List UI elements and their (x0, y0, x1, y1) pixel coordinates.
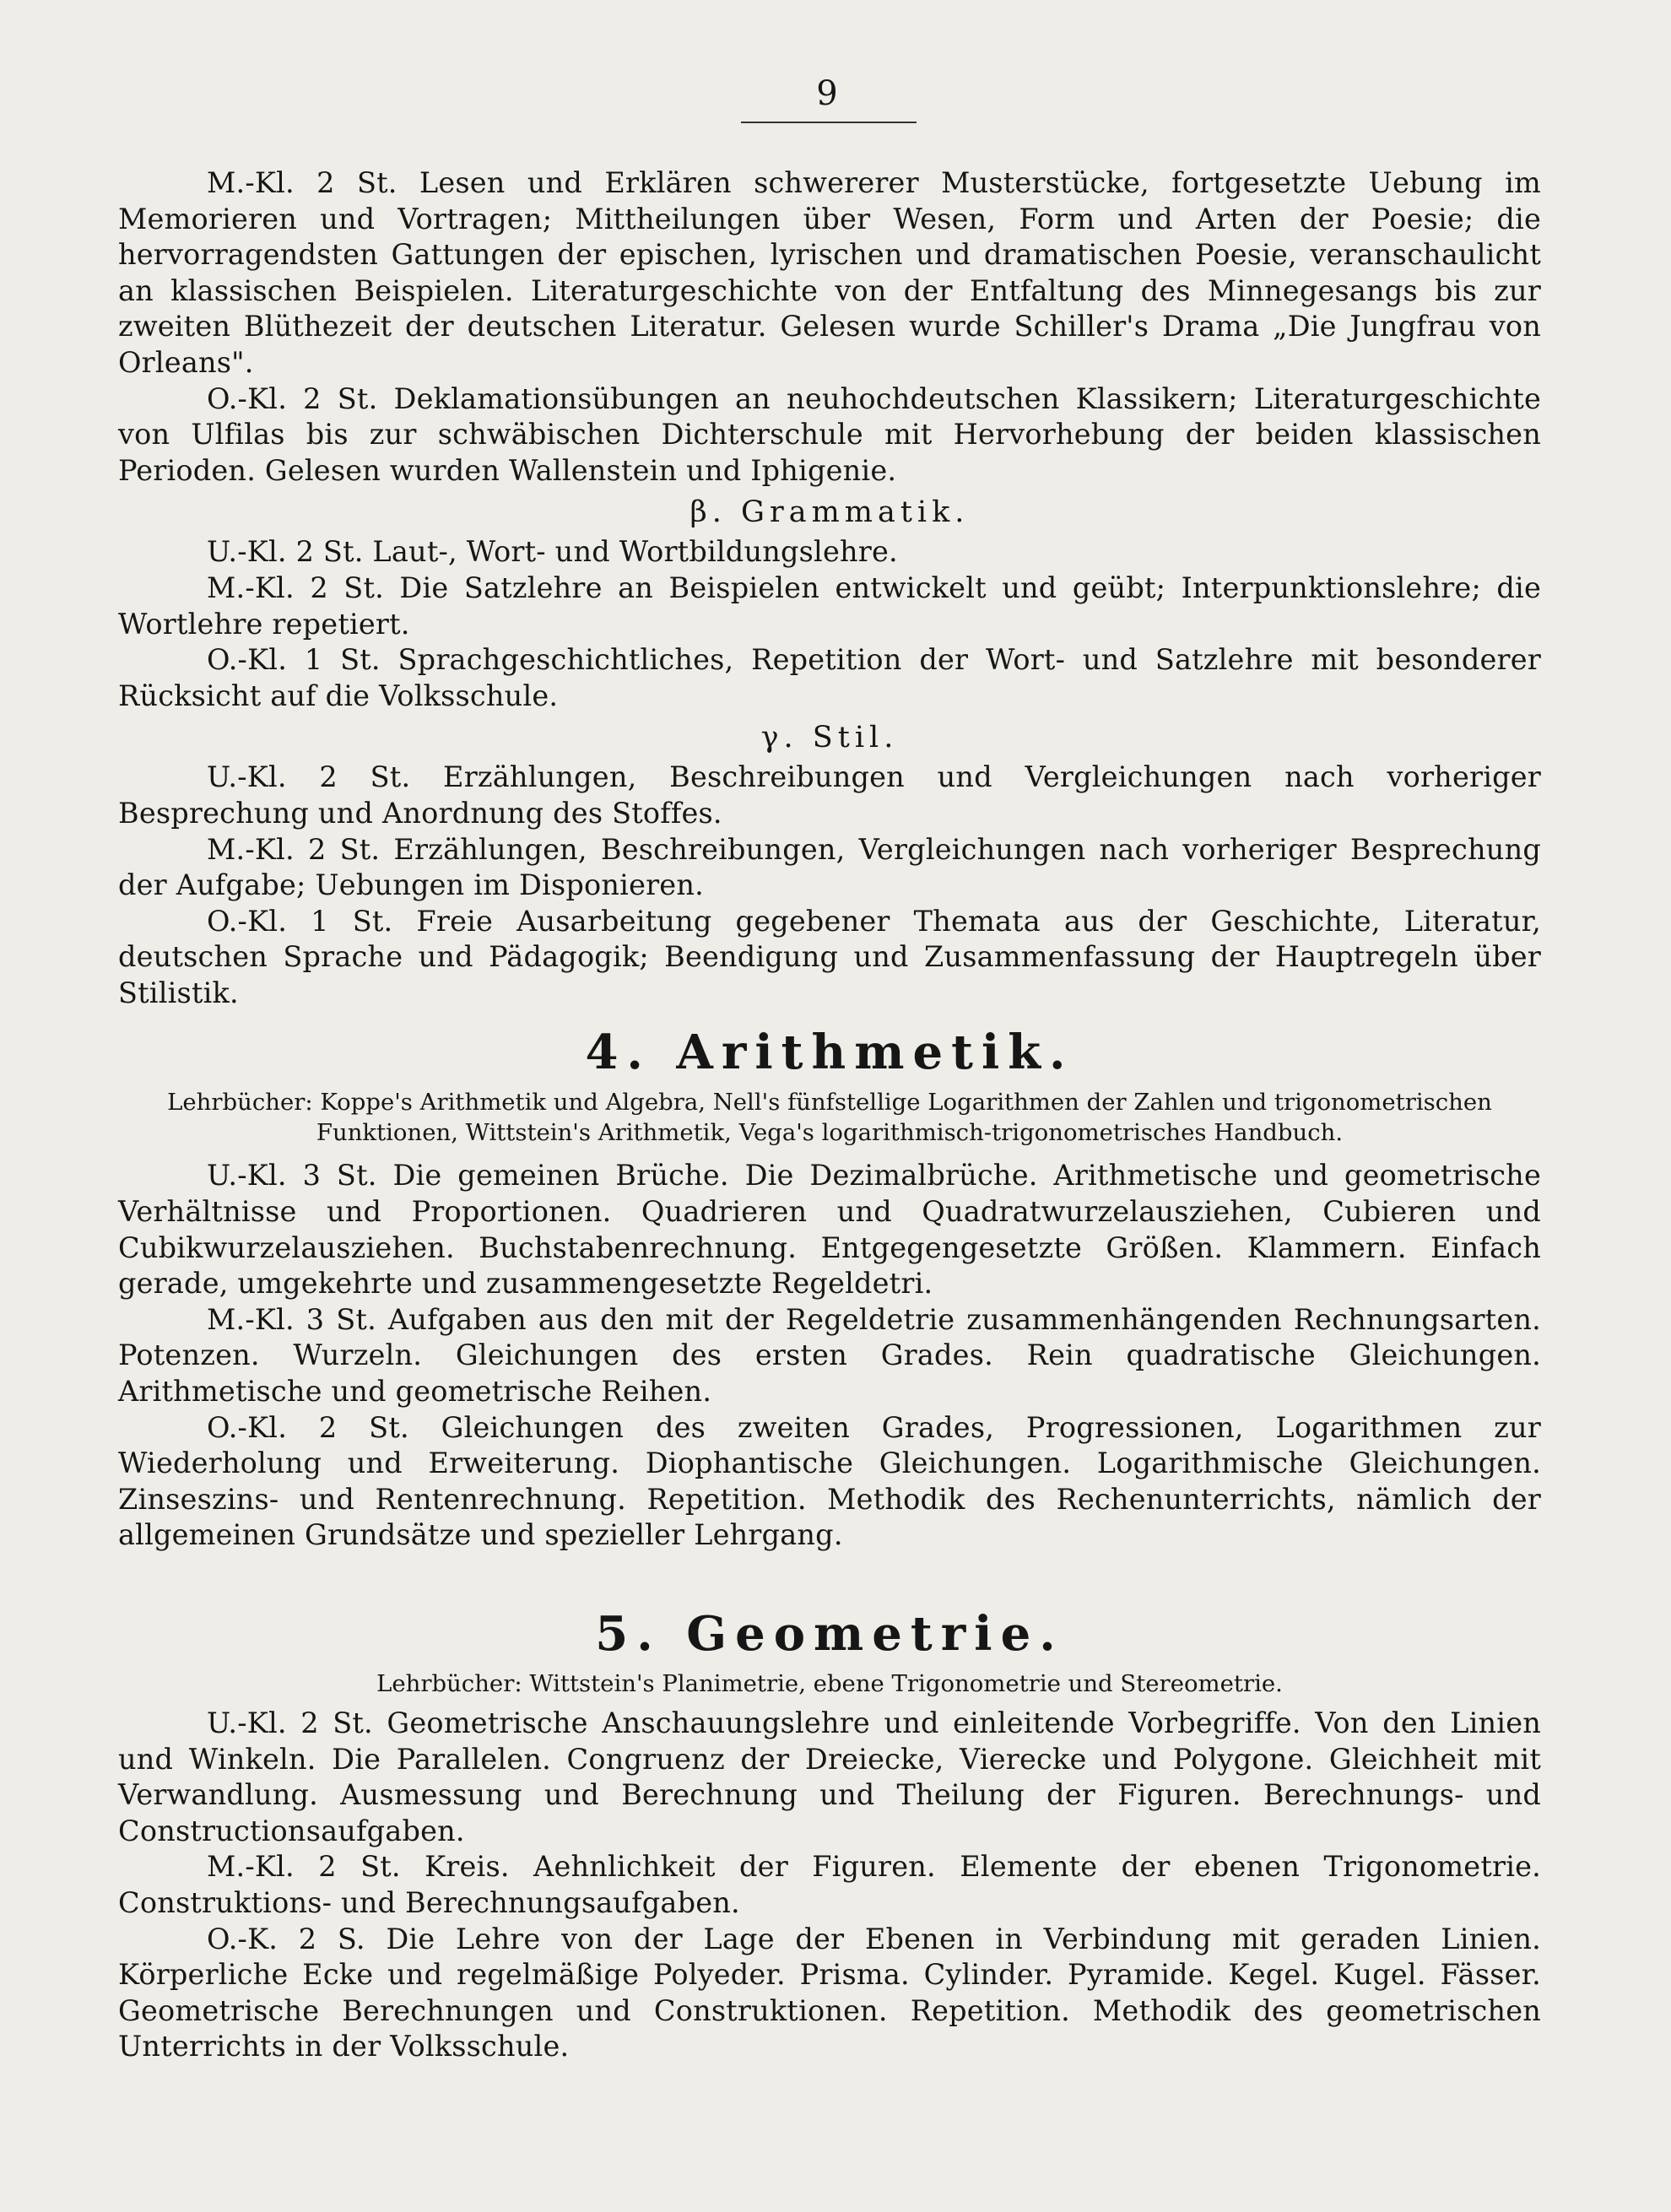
paragraph-arithmetik-oberklasse: O.-Kl. 2 St. Gleichungen des zweiten Grades, Progressionen, Logarithmen zur Wiederholung und Erweiterung. Diophantische Gleichungen. Logarithmische Gleichungen. Zinseszins- und Rentenrechnung. Repetition. Methodik des Rechenunterrichts, nämlich der allgemeinen Grundsätze und spezieller Lehrgang. (118, 1410, 1541, 1552)
paragraph-deutsch-mittelklasse: M.-Kl. 2 St. Lesen und Erklären schwererer Musterstücke, fortgesetzte Uebung im Memorieren und Vortragen; Mittheilungen über Wesen, Form und Arten der Poesie; die hervorragendsten Gattungen der epischen, lyrischen und dramatischen Poesie, veranschaulicht an klassischen Beispielen. Literaturgeschichte von der Entfaltung des Minnegesangs bis zur zweiten Blüthezeit der deutschen Literatur. Gelesen wurde Schiller's Drama „Die Jungfrau von Orleans". (118, 166, 1541, 379)
section-heading-geometrie: 5. Geometrie. (595, 1606, 1064, 1662)
textbooks-geometrie: Lehrbücher: Wittstein's Planimetrie, ebene Trigonometrie und Stereometrie. (376, 1670, 1283, 1697)
paragraph-arithmetik-mittelklasse: M.-Kl. 3 St. Aufgaben aus den mit der Regeldetrie zusammenhängenden Rechnungsarten. Potenzen. Wurzeln. Gleichungen des ersten Grades. Rein quadratische Gleichungen. Arithmetische und geometrische Reihen. (118, 1302, 1541, 1409)
paragraph-grammatik-unterklasse: U.-Kl. 2 St. Laut-, Wort- und Wortbildungslehre. (207, 535, 898, 569)
subsection-heading-grammatik: β. Grammatik. (689, 495, 970, 530)
paragraph-geometrie-mittelklasse: M.-Kl. 2 St. Kreis. Aehnlichkeit der Figuren. Elemente der ebenen Trigonometrie. Construktions- und Berechnungsaufgaben. (118, 1850, 1541, 1919)
subsection-heading-stil: γ. Stil. (760, 721, 899, 755)
paragraph-stil-oberklasse: O.-Kl. 1 St. Freie Ausarbeitung gegebener Themata aus der Geschichte, Literatur, deutschen Sprache und Pädagogik; Beendigung und Zusammenfassung der Hauptregeln über Stilistik. (118, 904, 1541, 1009)
paragraph-stil-unterklasse: U.-Kl. 2 St. Erzählungen, Beschreibungen und Vergleichungen nach vorheriger Besprechung und Anordnung des Stoffes. (118, 760, 1541, 830)
header-rule (741, 122, 917, 123)
paragraph-geometrie-unterklasse: U.-Kl. 2 St. Geometrische Anschauungslehre und einleitende Vorbegriffe. Von den Linien und Winkeln. Die Parallelen. Congruenz der Dreiecke, Vierecke und Polygone. Gleichheit mit Verwandlung. Ausmessung und Berechnung und Theilung der Figuren. Berechnungs- und Constructionsaufgaben. (118, 1706, 1541, 1847)
page-number: 9 (816, 74, 838, 113)
paragraph-deutsch-oberklasse: O.-Kl. 2 St. Deklamationsübungen an neuhochdeutschen Klassikern; Literaturgeschichte von Ulfilas bis zur schwäbischen Dichterschule mit Hervorhebung der beiden klassischen Perioden. Gelesen wurden Wallenstein und Iphigenie. (118, 381, 1541, 487)
textbooks-arithmetik-line2: Funktionen, Wittstein's Arithmetik, Vega's logarithmisch-trigonometrisches Handbuch. (316, 1119, 1344, 1147)
paragraph-grammatik-oberklasse: O.-Kl. 1 St. Sprachgeschichtliches, Repetition der Wort- und Satzlehre mit besonderer Rücksicht auf die Volksschule. (118, 643, 1541, 712)
paragraph-stil-mittelklasse: M.-Kl. 2 St. Erzählungen, Beschreibungen, Vergleichungen nach vorheriger Besprechung der Aufgabe; Uebungen im Disponieren. (118, 832, 1541, 902)
textbooks-arithmetik-line1: Lehrbücher: Koppe's Arithmetik und Algebra, Nell's fünfstellige Logarithmen der Zahlen und trigonometrischen (167, 1089, 1492, 1117)
paragraph-grammatik-mittelklasse: M.-Kl. 2 St. Die Satzlehre an Beispielen entwickelt und geübt; Interpunktionslehre; die Wortlehre repetiert. (118, 571, 1541, 641)
page-content (118, 165, 1541, 2065)
paragraph-arithmetik-unterklasse: U.-Kl. 3 St. Die gemeinen Brüche. Die Dezimalbrüche. Arithmetische und geometrische Verhältnisse und Proportionen. Quadrieren und Quadratwurzelausziehen, Cubieren und Cubikwurzelausziehen. Buchstabenrechnung. Entgegengesetzte Größen. Klammern. Einfach gerade, umgekehrte und zusammengesetzte Regeldetri. (118, 1159, 1541, 1301)
paragraph-geometrie-oberklasse: O.-K. 2 S. Die Lehre von der Lage der Ebenen in Verbindung mit geraden Linien. Körperliche Ecke und regelmäßige Polyeder. Prisma. Cylinder. Pyramide. Kegel. Kugel. Fässer. Geometrische Berechnungen und Construktionen. Repetition. Methodik des geometrischen Unterrichts in der Volksschule. (118, 1922, 1541, 2063)
section-heading-arithmetik: 4. Arithmetik. (585, 1025, 1074, 1081)
